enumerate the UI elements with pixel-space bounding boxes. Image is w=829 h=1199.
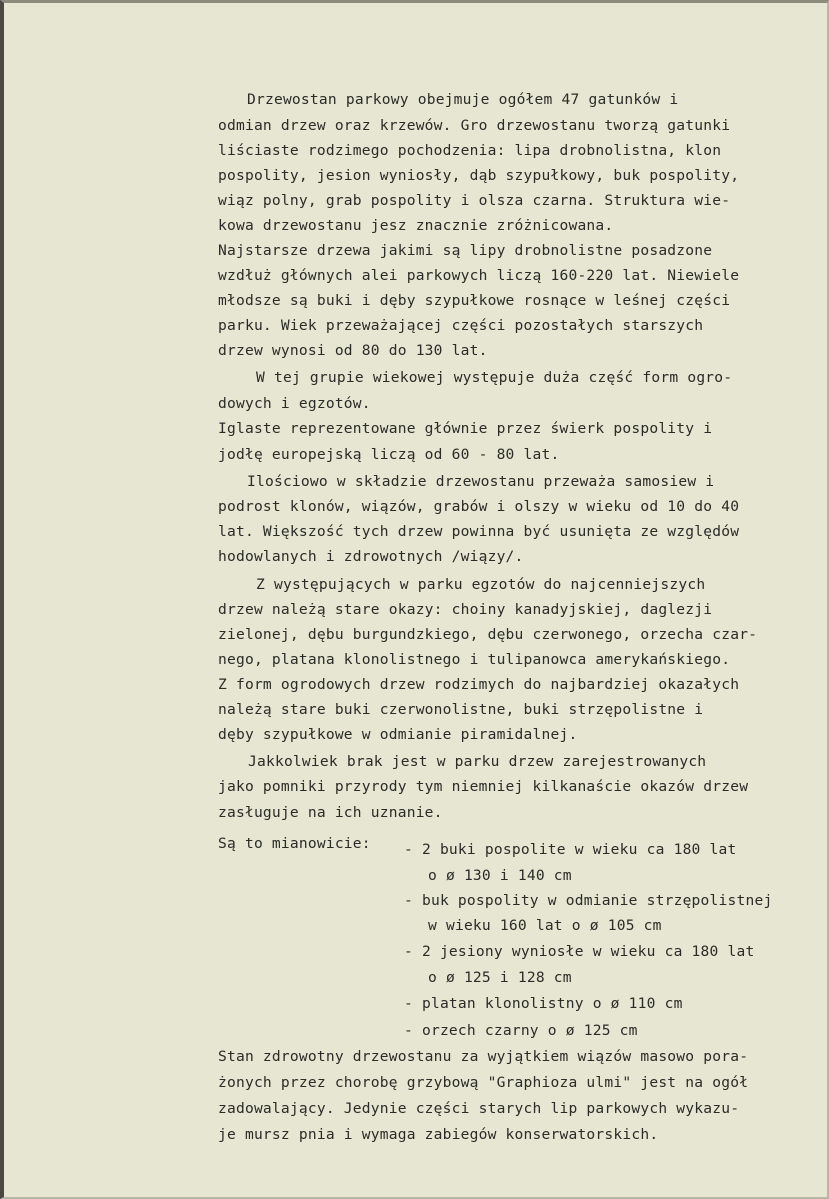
text-line: drzew wynosi od 80 do 130 lat.	[218, 342, 488, 359]
text-line: zielonej, dębu burgundzkiego, dębu czerwonego, orzecha czar-	[218, 626, 758, 643]
text-line: podrost klonów, wiązów, grabów i olszy w wieku od 10 do 40	[218, 498, 740, 515]
text-line: pospolity, jesion wyniosły, dąb szypułkowy, buk pospolity,	[218, 167, 740, 184]
text-line: zasługuje na ich uznanie.	[218, 804, 443, 821]
text-line: nego, platana klonolistnego i tulipanowca amerykańskiego.	[218, 651, 731, 668]
text-line: należą stare buki czerwonolistne, buki strzępolistne i	[218, 701, 704, 718]
text-line: dęby szypułkowe w odmianie piramidalnej.	[218, 726, 578, 743]
list-item: - platan klonolistny o ø 110 cm	[404, 995, 683, 1012]
text-line: Ilościowo w składzie drzewostanu przeważa samosiew i	[247, 473, 715, 490]
text-line: zadowalający. Jedynie części starych lip parkowych wykazu-	[218, 1100, 740, 1117]
text-line: liściaste rodzimego pochodzenia: lipa drobnolistna, klon	[218, 142, 722, 159]
list-item: - orzech czarny o ø 125 cm	[404, 1022, 638, 1039]
text-line: Jakkolwiek brak jest w parku drzew zarejestrowanych	[248, 753, 707, 770]
text-line: parku. Wiek przeważającej części pozostałych starszych	[218, 317, 704, 334]
text-line: kowa drzewostanu jesz znacznie zróżnicowana.	[218, 217, 614, 234]
text-line: Iglaste reprezentowane głównie przez świerk pospolity i	[218, 420, 713, 437]
text-line: W tej grupie wiekowej występuje duża część form ogro-	[256, 369, 733, 386]
text-line: odmian drzew oraz krzewów. Gro drzewostanu tworzą gatunki	[218, 117, 731, 134]
text-line: je mursz pnia i wymaga zabiegów konserwatorskich.	[218, 1126, 659, 1143]
text-line: Stan zdrowotny drzewostanu za wyjątkiem wiązów masowo pora-	[218, 1048, 749, 1065]
text-line: dowych i egzotów.	[218, 395, 371, 412]
text-line: Są to mianowicie:	[218, 835, 371, 852]
list-item: o ø 125 i 128 cm	[428, 969, 572, 986]
text-line: Z występujących w parku egzotów do najcenniejszych	[256, 576, 706, 593]
text-line: Najstarsze drzewa jakimi są lipy drobnolistne posadzone	[218, 242, 713, 259]
text-line: lat. Większość tych drzew powinna być usunięta ze względów	[218, 523, 740, 540]
text-line: drzew należą stare okazy: choiny kanadyjskiej, daglezji	[218, 601, 713, 618]
text-line: żonych przez chorobę grzybową "Graphioza ulmi" jest na ogół	[218, 1074, 749, 1091]
text-line: jako pomniki przyrody tym niemniej kilkanaście okazów drzew	[218, 778, 749, 795]
text-line: hodowlanych i zdrowotnych /wiązy/.	[218, 548, 524, 565]
list-item: w wieku 160 lat o ø 105 cm	[428, 917, 662, 934]
list-item: - 2 jesiony wyniosłe w wieku ca 180 lat	[404, 943, 755, 960]
text-line: jodłę europejską liczą od 60 - 80 lat.	[218, 446, 560, 463]
list-item: - buk pospolity w odmianie strzępolistnej	[404, 892, 773, 909]
list-item: - 2 buki pospolite w wieku ca 180 lat	[404, 841, 737, 858]
text-line: wzdłuż głównych alei parkowych liczą 160-220 lat. Niewiele	[218, 267, 740, 284]
text-line: wiąz polny, grab pospolity i olsza czarna. Struktura wie-	[218, 192, 731, 209]
text-line: młodsze są buki i dęby szypułkowe rosnące w leśnej części	[218, 292, 731, 309]
list-item: o ø 130 i 140 cm	[428, 867, 572, 884]
page-body	[4, 3, 773, 1143]
text-line: Drzewostan parkowy obejmuje ogółem 47 gatunków i	[247, 91, 679, 108]
text-line: Z form ogrodowych drzew rodzimych do najbardziej okazałych	[218, 676, 740, 693]
